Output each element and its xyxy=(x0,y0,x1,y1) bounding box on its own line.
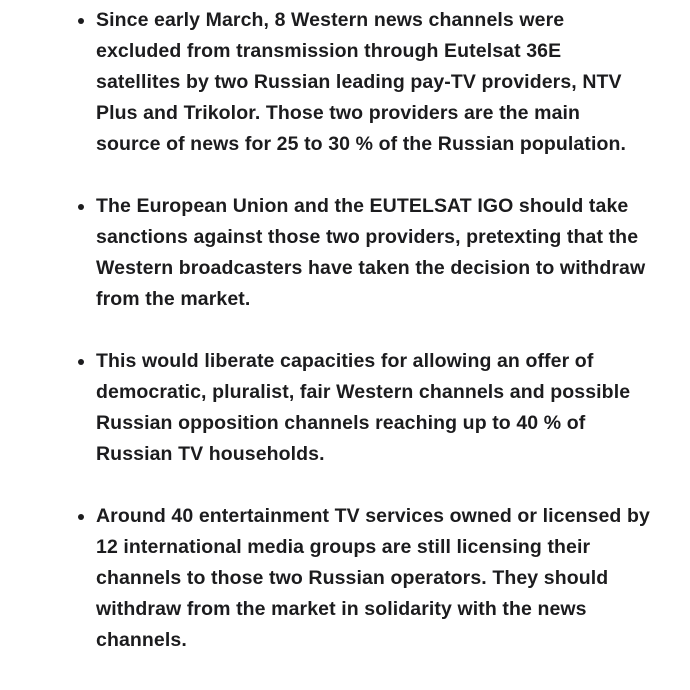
bullet-list xyxy=(0,5,690,687)
bullet-dot-icon xyxy=(78,359,84,365)
bullet-text: Since early March, 8 Western news channels were excluded from transmission through Eutelsat 36E satellites by two Russian leading pay-TV providers, NTV Plus and Trikolor. Those two providers are the main source of news for 25 to 30 % of the Russian population. xyxy=(96,9,627,155)
bullet-item-entertainment-services xyxy=(0,501,690,656)
bullet-dot-icon xyxy=(78,18,84,24)
bullet-item-news-channels-excluded xyxy=(0,5,690,160)
bullet-dot-icon xyxy=(78,514,84,520)
bullet-text: Around 40 entertainment TV services owned or licensed by 12 international media groups are still licensing their channels to those two Russian operators. They should withdraw from the market in solidarity with the news channels. xyxy=(96,505,650,651)
bullet-dot-icon xyxy=(78,204,84,210)
bullet-text: This would liberate capacities for allowing an offer of democratic, pluralist, fair Western channels and possible Russian opposition channels reaching up to 40 % of Russian TV households. xyxy=(96,350,631,465)
bullet-item-liberate-capacities xyxy=(0,346,690,470)
bullet-item-sanctions xyxy=(0,191,690,315)
bullet-text: The European Union and the EUTELSAT IGO should take sanctions against those two providers, pretexting that the Western broadcasters have taken the decision to withdraw from the market. xyxy=(96,195,646,310)
